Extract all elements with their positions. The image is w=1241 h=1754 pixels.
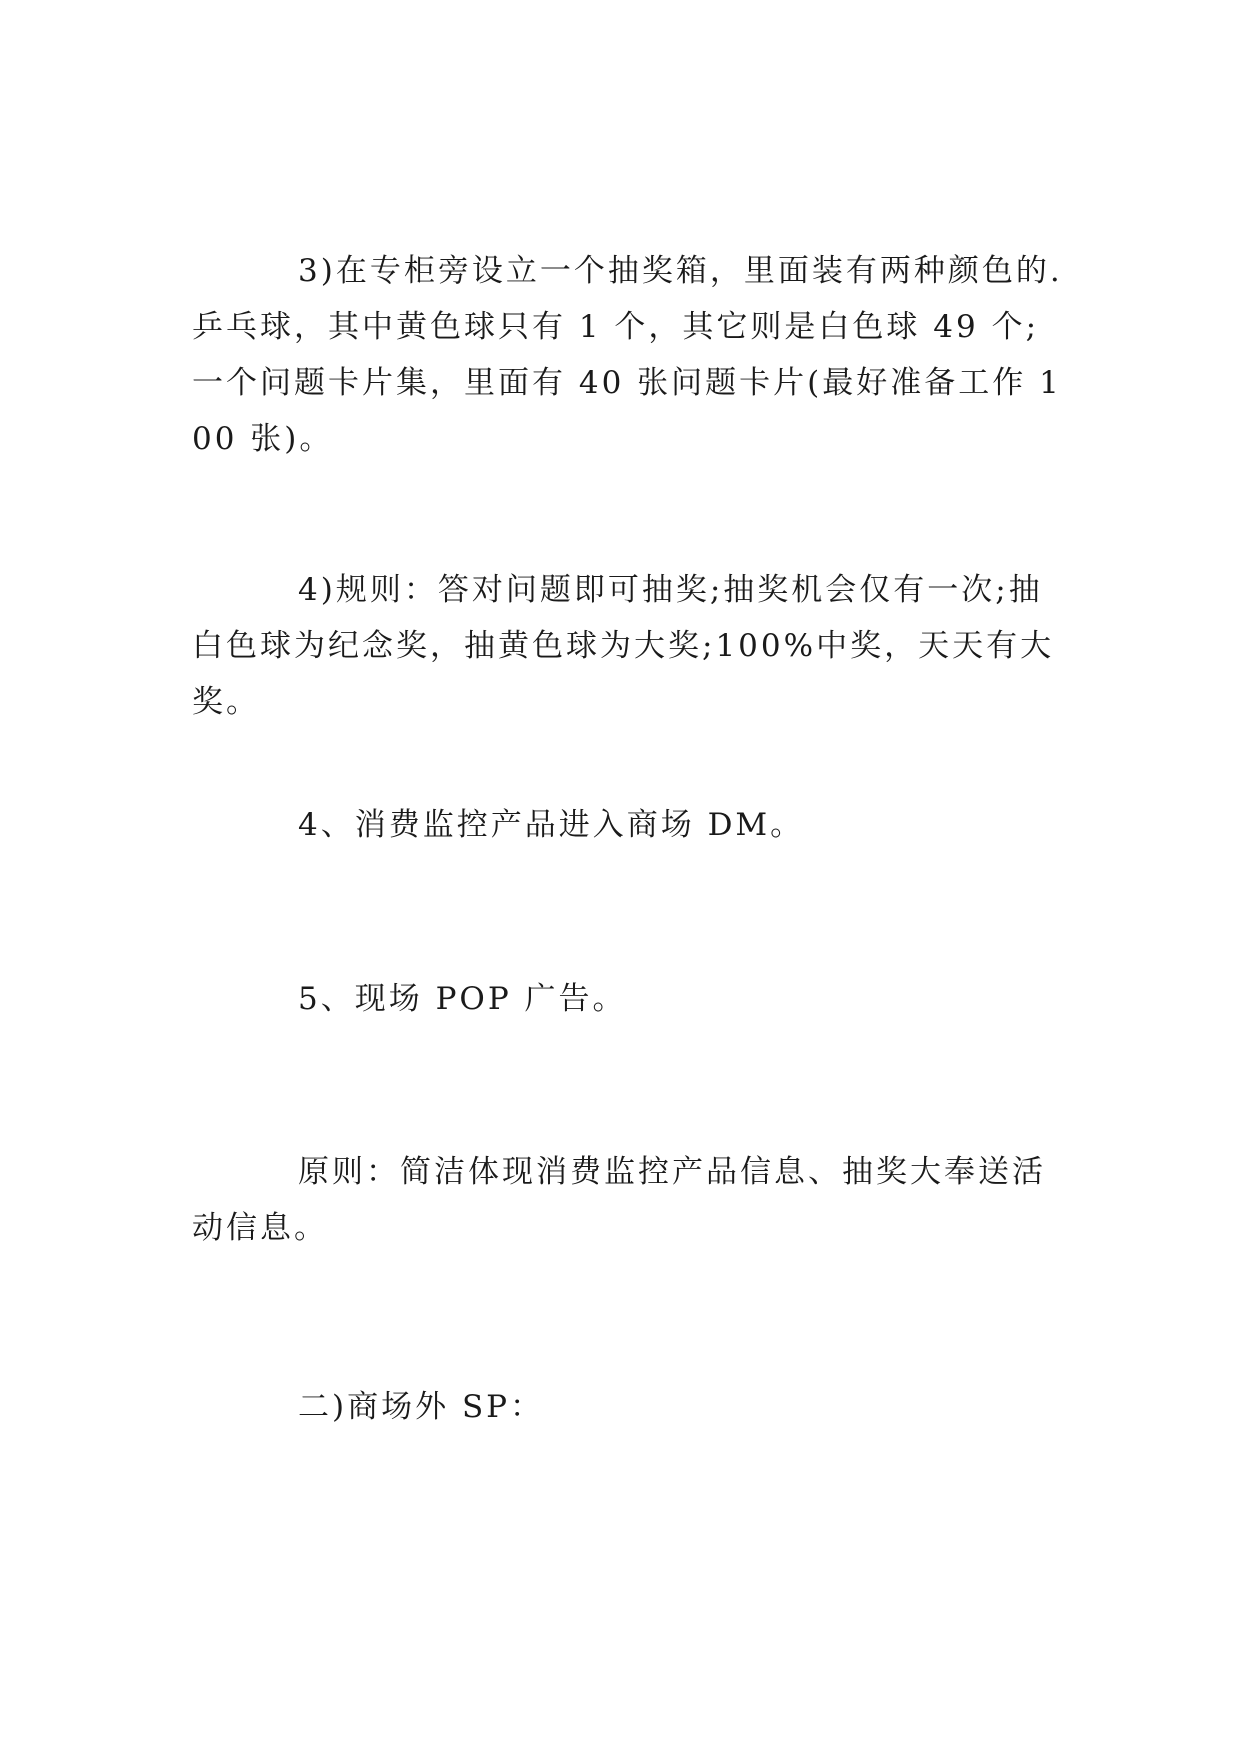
paragraph-rules: 4)规则：答对问题即可抽奖;抽奖机会仅有一次;抽白色球为纪念奖，抽黄色球为大奖;100%中奖，天天有大奖。 [192,572,1055,720]
paragraph-pop-ads: 5、现场 POP 广告。 [298,981,627,1017]
paragraph-lottery-box: 3)在专柜旁设立一个抽奖箱，里面装有两种颜色的.乒乓球，其中黄色球只有 1 个，其它则是白色球 49 个;一个问题卡片集，里面有 40 张问题卡片(最好准备工作 100 张)。 [192,253,1063,457]
paragraph-outside-sp: 二)商场外 SP： [298,1389,545,1425]
paragraph-dm: 4、消费监控产品进入商场 DM。 [298,807,805,843]
paragraph-principle: 原则：简洁体现消费监控产品信息、抽奖大奉送活动信息。 [192,1154,1046,1246]
